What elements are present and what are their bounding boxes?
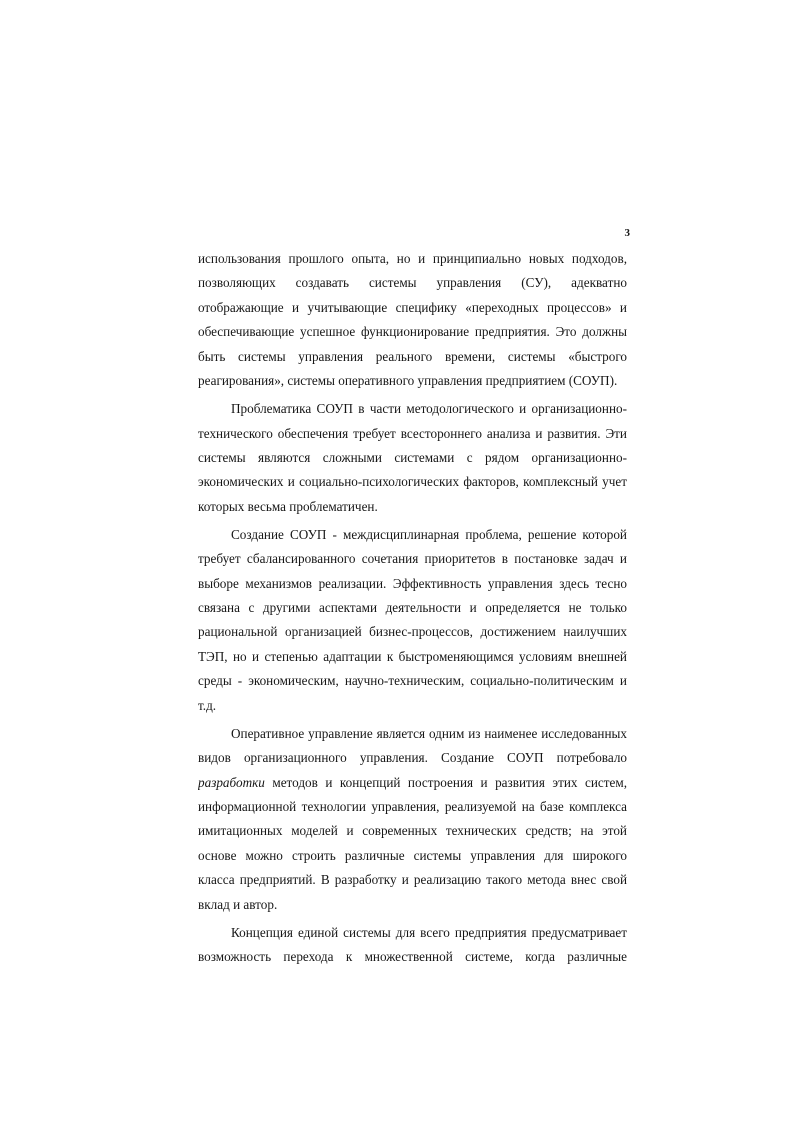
text-line: экономических и социально-психологических факторов, комплексный учет: [198, 474, 627, 490]
text-line: Концепция единой системы для всего предприятия предусматривает: [231, 924, 627, 940]
text-line: Создание СОУП - междисциплинарная проблема, решение которой: [231, 526, 627, 542]
paragraph-4: [198, 722, 627, 917]
text-line: технического обеспечения требует всестороннего анализа и развития. Эти: [198, 425, 627, 441]
text-line: рациональной организацией бизнес-процессов, достижением наилучших: [198, 624, 627, 640]
paragraph-2: [198, 397, 627, 519]
text-line: основе можно строить различные системы управления для широкого: [198, 847, 627, 863]
page-number: 3: [624, 227, 630, 239]
text-line: вклад и автор.: [198, 896, 278, 912]
text-line: разработки методов и концепций построения и развития этих систем,: [198, 774, 627, 790]
text-line: использования прошлого опыта, но и принципиально новых подходов,: [198, 251, 627, 266]
text-line: позволяющих создавать системы управления (СУ), адекватно: [198, 275, 627, 291]
paragraph-1: [198, 247, 627, 393]
text-line: информационной технологии управления, реализуемой на базе комплекса: [198, 798, 627, 814]
text-line: возможность перехода к множественной системе, когда различные: [198, 949, 627, 965]
text-line: т.д.: [198, 697, 217, 713]
text-line: обеспечивающие успешное функционирование предприятия. Это должны: [198, 324, 627, 340]
text-line: быть системы управления реального времени, системы «быстрого: [198, 348, 627, 364]
text-line: отображающие и учитывающие специфику «переходных процессов» и: [198, 299, 627, 315]
text-line: требует сбалансированного сочетания приоритетов в постановке задач и: [198, 551, 627, 567]
emphasized-word: разработки: [198, 774, 265, 790]
text-line: ТЭП, но и степенью адаптации к быстроменяющимся условиям внешней: [198, 648, 627, 664]
text-line: имитационных моделей и современных технических средств; на этой: [198, 823, 627, 839]
paragraph-3: [198, 523, 627, 718]
text-line: выборе механизмов реализации. Эффективность управления здесь тесно: [198, 575, 627, 591]
text-line: класса предприятий. В разработку и реализацию такого метода внес свой: [198, 872, 627, 888]
text-line: связана с другими аспектами деятельности и определяется не только: [198, 600, 627, 616]
text-line: системы являются сложными системами с рядом организационно-: [198, 449, 627, 465]
text-line: Проблематика СОУП в части методологического и организационно-: [231, 401, 627, 417]
text-line: среды - экономическим, научно-техническим, социально-политическим и: [198, 673, 627, 689]
text-line: реагирования», системы оперативного управления предприятием (СОУП).: [198, 372, 618, 388]
body-text: [198, 247, 627, 970]
text-line: Оперативное управление является одним из наименее исследованных: [231, 725, 627, 741]
text-line: которых весьма проблематичен.: [198, 498, 378, 514]
paragraph-5: [198, 921, 627, 970]
text-line: видов организационного управления. Создание СОУП потребовало: [198, 750, 627, 766]
